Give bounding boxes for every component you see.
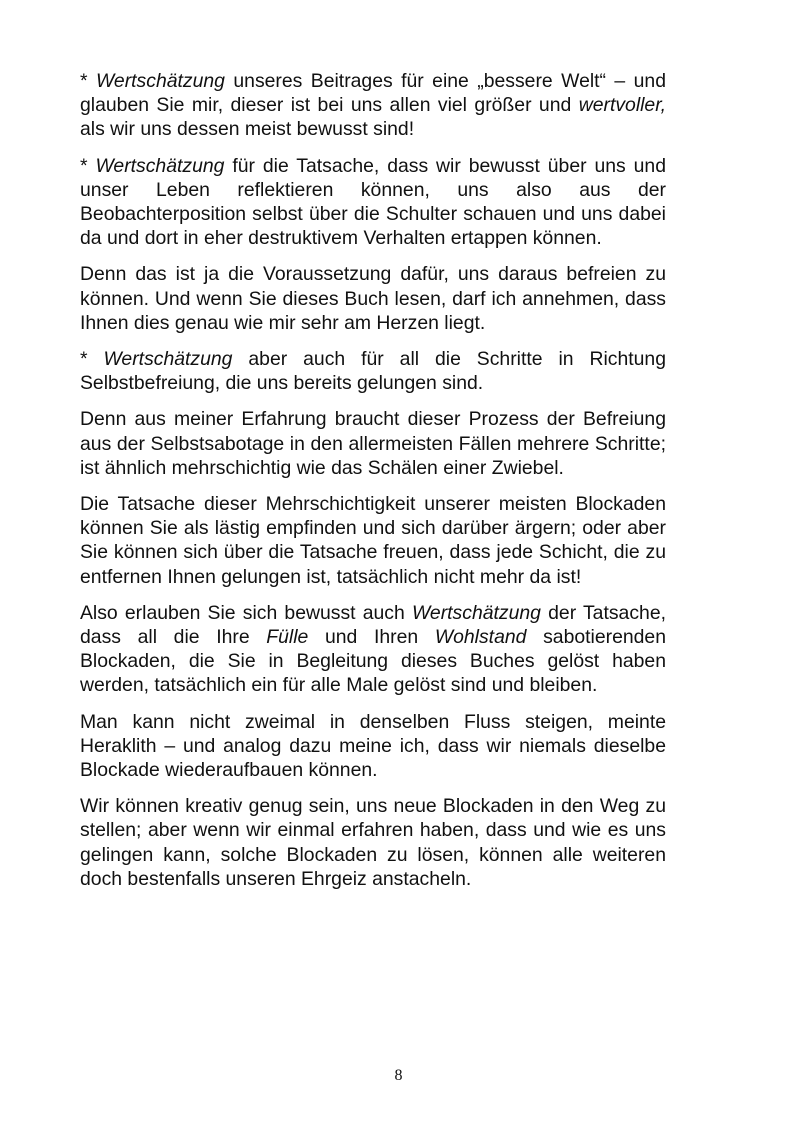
paragraph: Wir können kreativ genug sein, uns neue Blockaden in den Weg zu stellen; aber wenn wir einmal erfahren haben, dass und wie es uns gelingen kann, solche Blockaden zu lösen, können alle weiteren doch bestenfalls unseren Ehrgeiz anstacheln. [80,795,666,890]
paragraph: * Wertschätzung aber auch für all die Schritte in Richtung Selbstbefreiung, die uns bereits gelungen sind. [80,348,666,395]
paragraph: Also erlauben Sie sich bewusst auch Wertschätzung der Tatsache, dass all die Ihre Fülle und Ihren Wohlstand sabotierenden Blockaden, die Sie in Begleitung dieses Buches gelöst haben werden, tatsächlich ein für alle Male gelöst sind und bleiben. [80,601,666,697]
body-text [80,69,666,903]
emphasis: Wohlstand [434,626,527,649]
paragraph: Die Tatsache dieser Mehrschichtigkeit unserer meisten Blockaden können Sie als lästig empfinden und sich darüber ärgern; oder aber Sie können sich über die Tatsache freuen, dass jede Schicht, die zu entfernen Ihnen gelungen ist, tatsächlich nicht mehr da ist! [80,493,666,588]
emphasis: Wertschätzung [103,348,233,371]
paragraph: Denn das ist ja die Voraussetzung dafür, uns daraus befreien zu können. Und wenn Sie dieses Buch lesen, darf ich annehmen, dass Ihnen dies genau wie mir sehr am Herzen liegt. [80,263,666,334]
emphasis: Wertschätzung [95,154,225,177]
page-number: 8 [394,1067,403,1084]
emphasis: Wertschätzung [411,601,541,624]
paragraph: Man kann nicht zweimal in denselben Fluss steigen, meinte Heraklith – und analog dazu meine ich, dass wir niemals dieselbe Blockade wiederaufbauen können. [80,710,666,782]
paragraph: Denn aus meiner Erfahrung braucht dieser Prozess der Befreiung aus der Selbstsabotage in den allermeisten Fällen mehrere Schritte; ist ähnlich mehrschichtig wie das Schälen einer Zwiebel. [80,408,666,479]
paragraph: * Wertschätzung unseres Beitrages für eine „bessere Welt“ – und glauben Sie mir, dieser ist bei uns allen viel größer und wertvoller, als wir uns dessen meist bewusst sind! [80,70,666,141]
paragraph: * Wertschätzung für die Tatsache, dass wir bewusst über uns und unser Leben reflektieren können, uns also aus der Beobachterposition selbst über die Schulter schauen und uns dabei da und dort in eher destruktivem Verhalten ertappen können. [80,154,666,250]
emphasis: wertvoller, [578,94,666,117]
emphasis: Fülle [266,626,309,649]
emphasis: Wertschätzung [95,70,225,92]
